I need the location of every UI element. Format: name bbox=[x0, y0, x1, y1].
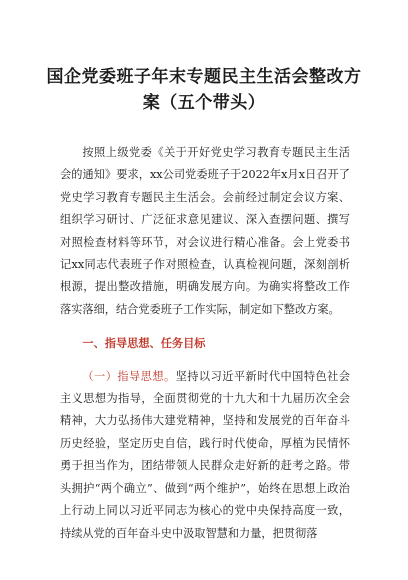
document-title: 国企党委班子年末专题民主生活会整改方案（五个带头） bbox=[46, 67, 362, 113]
subsection-text: 坚持以习近平新时代中国特色社会主义思想为指导，全面贯彻党的十九大和十九届历次全会精神，大力弘扬伟大建党精神，坚持和发展党的百年奋斗历史经验，坚定历史自信，践行时代使命，厚植为民情怀勇于担当作为，团结带领人民群众走好新的赶考之路。带头拥护“两个确立”、做到“两个维护”，始终在思想上政治上行动上同以习近平同志为核心的党中央保持高度一致，持续从党的百年奋斗史中汲取智慧和力量，把贯彻落 bbox=[60, 369, 350, 540]
document-body bbox=[60, 142, 350, 545]
subsection-paragraph bbox=[60, 366, 350, 545]
intro-paragraph: 按照上级党委《关于开好党史学习教育专题民主生活会的通知》要求，xx公司党委班子于2022年x月x日召开了党史学习教育专题民主生活会。会前经过制定会议方案、组织学习研讨、广泛征求意见建议、深入查摆问题、撰写对照检查材料等环节，对会议进行精心准备。会上党委书记xx同志代表班子作对照检查，认真检视问题，深刻剖析根源，提出整改措施，明确发展方向。为确实将整改工作落实落细，结合党委班子工作实际，制定如下整改方案。 bbox=[60, 146, 350, 316]
subsection-label: （一）指导思想。 bbox=[82, 369, 176, 383]
section-heading: 一、指导思想、任务目标 bbox=[82, 337, 206, 351]
